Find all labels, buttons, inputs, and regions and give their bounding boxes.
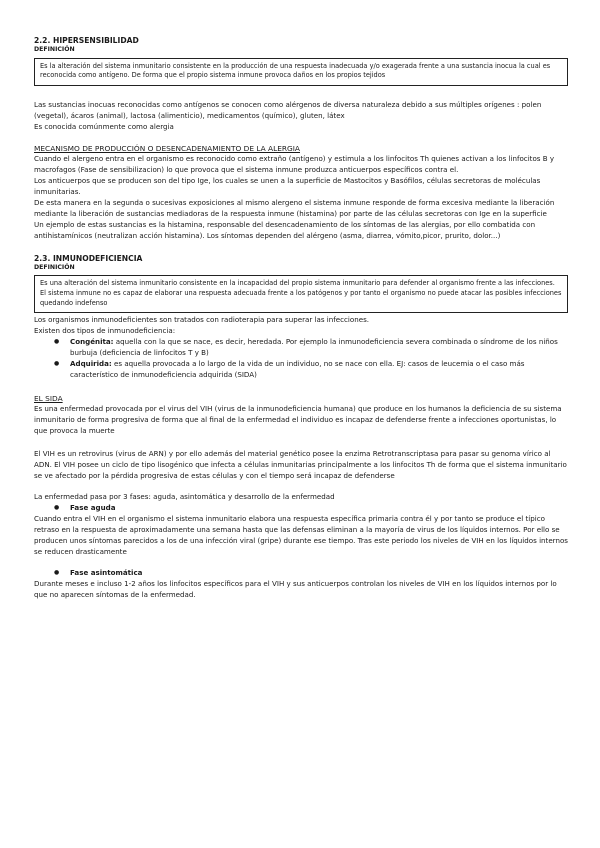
paragraph-alergenos: Las sustancias inocuas reconocidas como antígenos se conocen como alérgenos de diversa naturaleza debido a sus múltiples orígenes : polen (vegetal), ácaros (animal), lactosa (alimenticio), medicamentos (químico), gluten, látex: [34, 99, 542, 120]
definition-label: DEFINICIÓN: [34, 263, 75, 271]
paragraph-sida-2: El VIH es un retrovirus (virus de ARN) y por ello además del material genético posee la enzima Retrotranscriptasa para pasar su genoma vírico al ADN. El VIH posee un ciclo de tipo lisogénico que infecta a células inmunitarias principalmente a los linfocitos Th de forma que el sistema inmunitario se ve afectado por la pérdida progresiva de estas células y con el tiempo será incapaz de defenderse: [34, 449, 567, 481]
phase-title-aguda: ● Fase aguda: [56, 503, 568, 514]
heading-sida: EL SIDA: [34, 394, 63, 403]
definition-label: DEFINICIÓN: [34, 45, 75, 53]
paragraph-mecanismo-1: Cuando el alergeno entra en el organismo es reconocido como extraño (antígeno) y estimula a los linfocitos Th quienes activan a los linfocitos B y macrofagos (Fase de sensibilizacion) lo que provoca que el sistema inmune produzca anticuerpos específicos contra el.: [34, 154, 555, 175]
paragraph-fase-asintomatica: Durante meses e incluso 1-2 años los linfocitos específicos para el VIH y sus anticuerpos controlan los niveles de VIH en los líquidos internos por lo que no aparecen síntomas de la enfermedad.: [34, 579, 557, 600]
list-item: [56, 337, 568, 359]
term-adquirida: Adquirida:: [70, 359, 112, 369]
term-congenita: Congénita:: [70, 337, 114, 347]
document-page: [34, 36, 568, 601]
definition-box-hipersensibilidad: Es la alteración del sistema inmunitario consistente en la producción de una respuesta inadecuada y/o exagerada frente a una sustancia inocua la cual es reconocida como antígeno. De forma que el propio sistema inmune provoca daños en los propios tejidos: [34, 58, 568, 86]
paragraph-mecanismo-2: Los anticuerpos que se producen son del tipo Ige, los cuales se unen a la superficie de Mastocitos y Basófilos, células secretoras de moléculas inmunitarias.: [34, 176, 541, 196]
list-item: [56, 359, 568, 381]
paragraph-mecanismo-3: De esta manera en la segunda o sucesivas exposiciones al mismo alergeno el sistema inmune responde de forma excesiva mediante la liberación mediante la liberación de sustancias mediadoras de la respuesta inmune (histamina) por parte de las células secretoras con Ige en la superficie: [34, 197, 555, 218]
list-fase-asintomatica: [34, 568, 568, 579]
text-adquirida: es aquella provocada a lo largo de la vida de un individuo, no se nace con ella. EJ: casos de leucemia o el caso más característico de inmunodeficiencia adquirida (SIDA): [70, 359, 525, 380]
paragraph-tipos: Existen dos tipos de inmunodeficiencia:: [34, 326, 176, 336]
paragraph-fases: La enfermedad pasa por 3 fases: aguda, asintomática y desarrollo de la enfermedad: [34, 492, 335, 502]
paragraph-sida-1: Es una enfermedad provocada por el virus del VIH (virus de la inmunodeficiencia humana) que produce en los humanos la deficiencia de su sistema inmunitario de forma progresiva de forma que al final de la enfermedad el individuo es incapaz de defenderse frente a infecciones oportunistas, lo que provoca la muerte: [34, 404, 562, 436]
list-tipos-inmunodeficiencia: [34, 337, 568, 381]
definition-box-inmunodeficiencia: Es una alteración del sistema inmunitario consistente en la incapacidad del propio sistema inmunitario para defender al organismo frente a las infecciones. El sistema inmune no es capaz de elaborar una respuesta adecuada frente a los patógenos y por tanto el organismo no puede atacar las posibles infecciones quedando indefenso: [34, 275, 568, 313]
phase-title-asintomatica: ● Fase asintomática: [56, 568, 568, 579]
section-title-hipersensibilidad: 2.2. HIPERSENSIBILIDAD: [34, 36, 139, 45]
heading-mecanismo: MECANISMO DE PRODUCCIÓN O DESENCADENAMIENTO DE LA ALERGIA: [34, 143, 300, 153]
paragraph-fase-aguda: Cuando entra el VIH en el organismo el sistema inmunitario elabora una respuesta específica primaria contra él y por tanto se produce el típico retraso en la respuesta de aproximadamente una semana hasta que las defensas eliminan a la mayoría de virus de los líquidos internos. Por ello se producen unos síntomas parecidos a los de una infección viral (gripe) durante ese tiempo. Tras este periodo los niveles de VIH en los líquidos internos se reducen drasticamente: [34, 514, 569, 557]
section-title-inmunodeficiencia: 2.3. INMUNODEFICIENCIA: [34, 253, 143, 263]
paragraph-alergia: Es conocida comúnmente como alergia: [34, 121, 174, 131]
paragraph-mecanismo-4: Un ejemplo de estas sustancias es la histamina, responsable del desencadenamiento de los síntomas de las alergias, por ello combatida con antihistamínicos (neutralizan acción histamina). Los síntomas dependen del alérgeno (asma, diarrea, vómito,picor, prurito, dolor...): [34, 219, 536, 240]
list-fase-aguda: [34, 503, 568, 514]
paragraph-inmunodeficientes: Los organismos inmunodeficientes son tratados con radioterapia para superar las infecciones.: [34, 315, 370, 325]
text-congenita: aquella con la que se nace, es decir, heredada. Por ejemplo la inmunodeficiencia severa combinada o síndrome de los niños burbuja (deficiencia de linfocitos T y B): [70, 337, 558, 358]
